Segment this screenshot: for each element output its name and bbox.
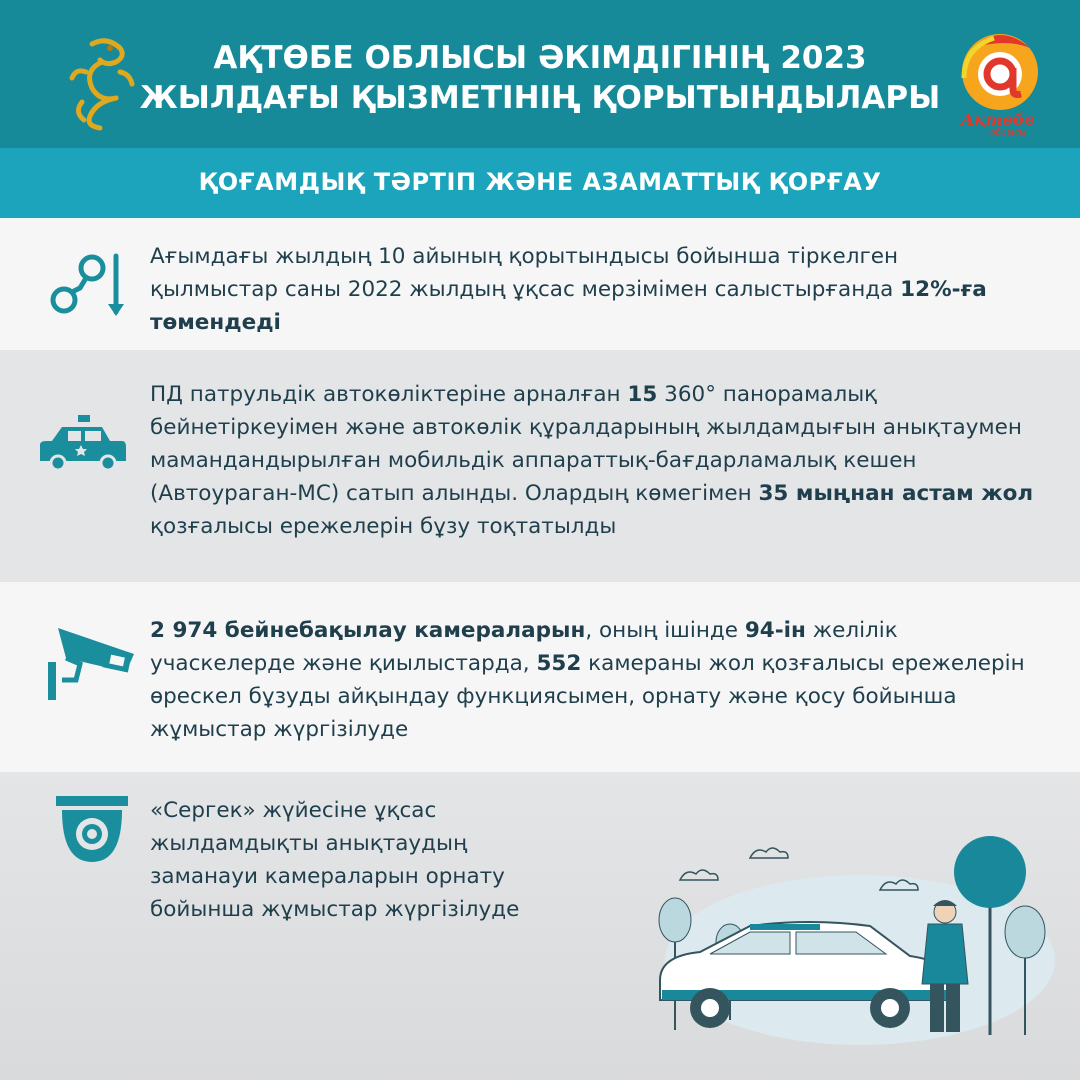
police-car-officer-illustration [640, 820, 1060, 1050]
item-highlight: 552 [536, 651, 582, 676]
section-title: ҚОҒАМДЫҚ ТӘРТІП ЖӘНЕ АЗАМАТТЫҚ ҚОРҒАУ [198, 168, 882, 196]
list-item [0, 218, 1080, 350]
item-text-part: , оның ішінде [585, 618, 745, 643]
police-car-icon [38, 415, 128, 475]
item-text-part: ПД патрульдік автокөліктеріне арналған [150, 382, 628, 407]
item-text [150, 378, 1050, 543]
item-highlight: 35 мыңнан астам жол [758, 481, 1034, 506]
list-item [0, 350, 1080, 582]
item-text-line: жылдамдықты анықтаудың [150, 831, 468, 856]
item-text-part: қозғалысы ережелерін бұзу тоқтатылды [150, 514, 617, 539]
handcuffs-down-arrow-icon [48, 248, 128, 328]
item-highlight: 2 974 бейнебақылау камераларын [150, 618, 586, 643]
item-highlight: 94-ін [744, 618, 806, 643]
item-text [150, 240, 1030, 339]
dome-camera-icon [54, 794, 130, 866]
title-line-2: ЖЫЛДАҒЫ ҚЫЗМЕТІНІҢ ҚОРЫТЫНДЫЛАРЫ [139, 80, 941, 116]
item-text-part: 360° панорамалық бейнетіркеуімен және автокөлік құралдарының жылдамдығын анықтаумен мамандандырылған мобильдік аппараттық-бағдарламалық кешен (Автоураган-МС) сатып алынды. Олардың көмегімен [150, 382, 1022, 506]
item-text-part: Ағымдағы жылдың 10 айының қорытындысы бойынша тіркелген қылмыстар саны 2022 жылдың ұқсас мерзімімен салыстырғанда [150, 244, 901, 302]
cctv-camera-icon [44, 622, 136, 702]
item-text [150, 794, 610, 926]
page-title [130, 38, 950, 118]
item-text-line: бойынша жұмыстар жүргізілуде [150, 897, 520, 922]
item-highlight: 15 [627, 382, 658, 407]
logo-wordmark: Ақтөбе [961, 110, 1035, 129]
item-text [150, 614, 1030, 746]
section-banner [0, 148, 1080, 218]
title-line-1: АҚТӨБЕ ОБЛЫСЫ ӘКІМДІГІНІҢ 2023 [213, 40, 867, 76]
item-text-part: желілік учаскелерде және қиылыстарда, [150, 618, 898, 676]
item-text-line: «Сергек» жүйесіне ұқсас [150, 798, 437, 823]
header-banner [0, 0, 1080, 148]
item-text-part: камераны жол қозғалысы ережелерін өрескел бұзуды айқындау функциясымен, орнату және қосу бойынша жұмыстар жүргізілуде [150, 651, 1025, 742]
logo-subtext: облысы [990, 128, 1027, 138]
item-highlight: 12%-ға төмендеді [150, 277, 987, 335]
list-item [0, 582, 1080, 772]
item-text-line: заманауи камераларын орнату [150, 864, 505, 889]
